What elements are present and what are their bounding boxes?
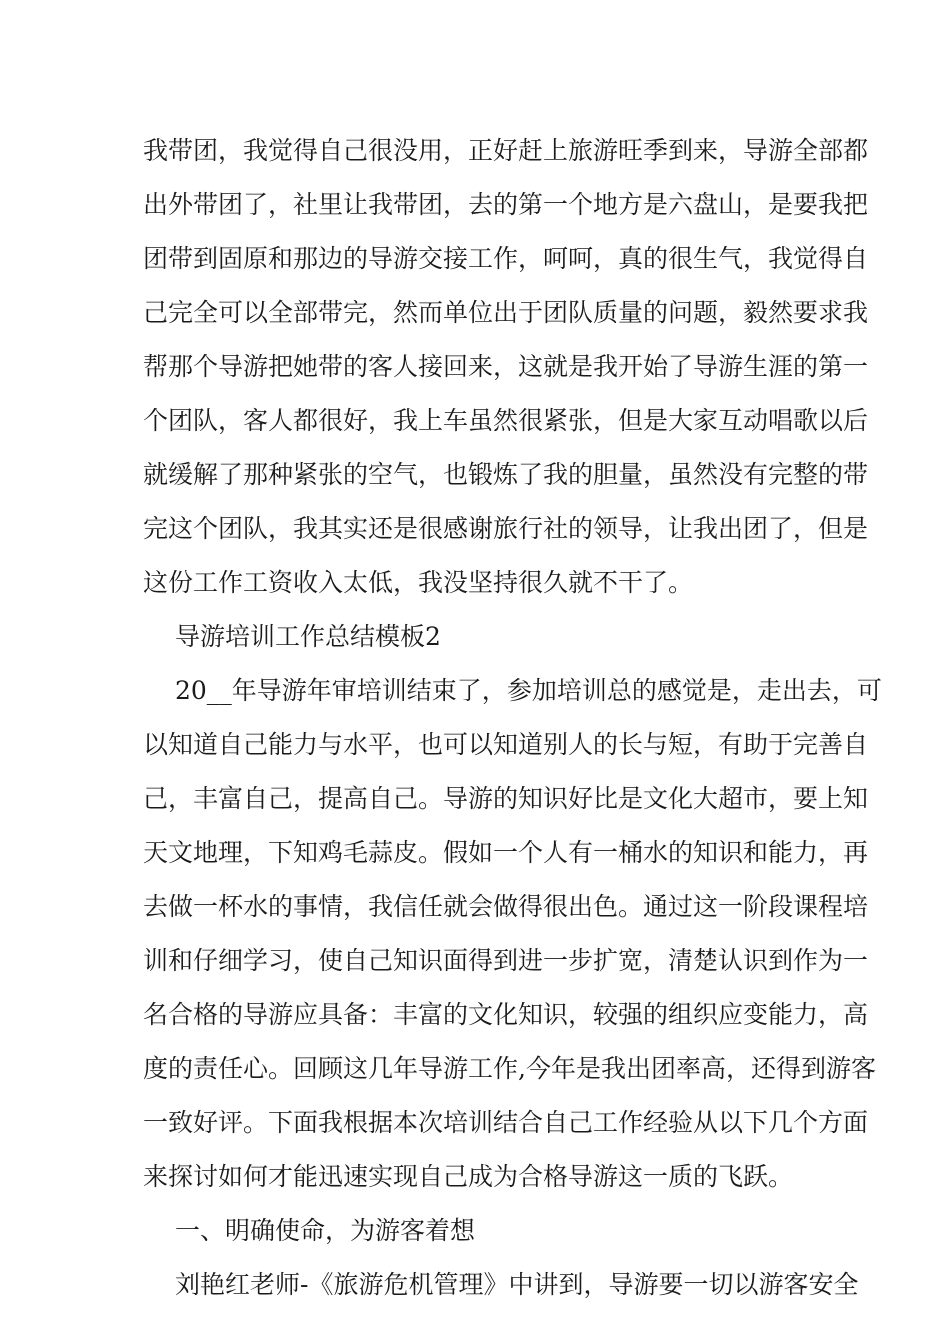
section-heading: 一、明确使命，为游客着想 [175, 1216, 476, 1245]
text-line: 一致好评。下面我根据本次培训结合自己工作经验从以下几个方面 [143, 1108, 869, 1137]
text-line: 这份工作工资收入太低，我没坚持很久就不干了。 [143, 568, 694, 597]
document-body [143, 124, 882, 1312]
text-line: 去做一杯水的事情，我信任就会做得很出色。通过这一阶段课程培 [143, 892, 869, 921]
text-line: 来探讨如何才能迅速实现自己成为合格导游这一质的飞跃。 [143, 1162, 794, 1191]
text-line: 我带团，我觉得自己很没用，正好赶上旅游旺季到来，导游全部都 [143, 136, 869, 165]
text-line: 以知道自己能力与水平，也可以知道别人的长与短，有助于完善自 [143, 730, 869, 759]
section-heading: 导游培训工作总结模板2 [175, 622, 441, 651]
text-line: 天文地理，下知鸡毛蒜皮。假如一个人有一桶水的知识和能力，再 [143, 838, 869, 867]
text-line: 己完全可以全部带完，然而单位出于团队质量的问题，毅然要求我 [143, 298, 869, 327]
text-line: 就缓解了那种紧张的空气，也锻炼了我的胆量，虽然没有完整的带 [143, 460, 869, 489]
text-line: 名合格的导游应具备：丰富的文化知识，较强的组织应变能力，高 [143, 1000, 869, 1029]
text-line: 训和仔细学习，使自己知识面得到进一步扩宽，清楚认识到作为一 [143, 946, 869, 975]
text-line: 己，丰富自己，提高自己。导游的知识好比是文化大超市，要上知 [143, 784, 869, 813]
text-line: 团带到固原和那边的导游交接工作，呵呵，真的很生气，我觉得自 [143, 244, 869, 273]
text-line: 帮那个导游把她带的客人接回来，这就是我开始了导游生涯的第一 [143, 352, 869, 381]
text-line: 完这个团队，我其实还是很感谢旅行社的领导，让我出团了，但是 [143, 514, 869, 543]
text-line: 度的责任心。回顾这几年导游工作,今年是我出团率高，还得到游客 [143, 1054, 876, 1083]
text-line: 个团队，客人都很好，我上车虽然很紧张，但是大家互动唱歌以后 [143, 406, 869, 435]
text-line: 出外带团了，社里让我带团，去的第一个地方是六盘山，是要我把 [143, 190, 869, 219]
text-line: 刘艳红老师-《旅游危机管理》中讲到，导游要一切以游客安全 [175, 1270, 859, 1299]
text-line: 20__年导游年审培训结束了，参加培训总的感觉是，走出去，可 [175, 676, 882, 705]
